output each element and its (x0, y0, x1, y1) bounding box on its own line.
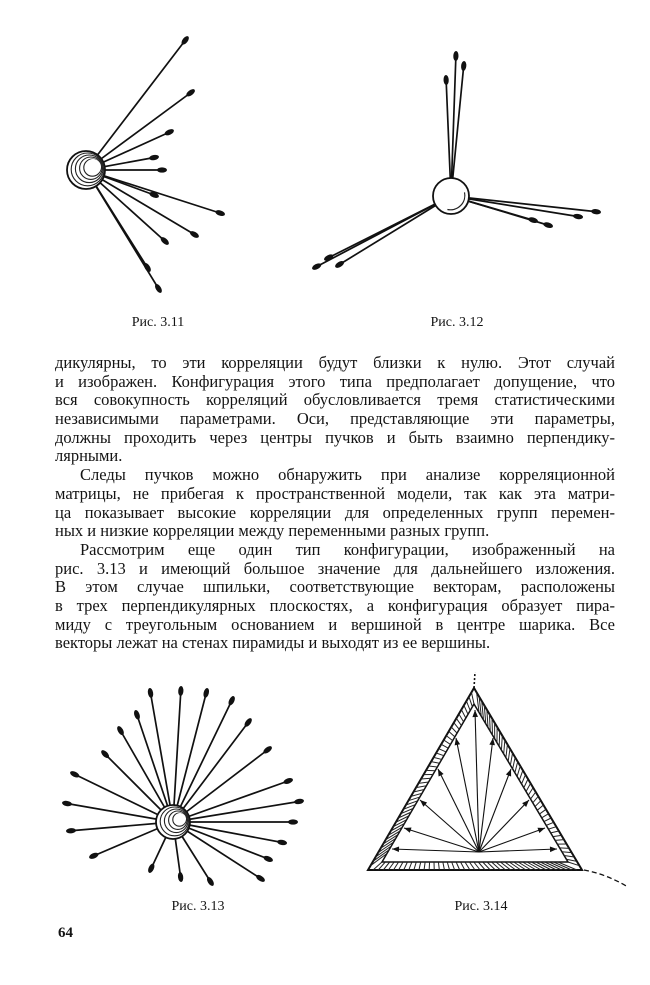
dashed-axis (474, 672, 628, 887)
figure-caption-3-13: Рис. 3.13 (171, 899, 225, 914)
rod-knob (453, 51, 459, 61)
vector-arrow (479, 828, 545, 852)
text-line: Следы пучков можно обнаружить при анализе корреляционной (80, 465, 615, 485)
vector-arrow (479, 738, 495, 852)
ball (156, 805, 190, 839)
figure-caption-3-11: Рис. 3.11 (131, 315, 185, 330)
text-line: должны проходить через центры пучков и быть взаимно перпендику- (55, 427, 615, 447)
vector-rod (86, 88, 196, 170)
vector-arrow (438, 769, 479, 852)
vector-rod (173, 798, 304, 822)
rod-knob (202, 687, 210, 698)
vector-arrow (404, 827, 479, 852)
rod-knob (177, 872, 184, 883)
rod-knob (62, 800, 73, 807)
rod-knob (164, 128, 175, 137)
rod-knob (69, 770, 80, 779)
rod-knob (277, 839, 288, 846)
text-line: ца показывает высокие корреляции для определенных групп перемен- (55, 502, 615, 522)
page-number: 64 (58, 925, 73, 941)
figure-3-14-drawing (355, 665, 635, 895)
vector-rod (86, 170, 163, 294)
text-line: вся совокупность корреляций обусловливается тремя статистическими (55, 390, 615, 410)
rod-knob (294, 798, 305, 805)
rod-knob (116, 725, 125, 736)
rod-knob (311, 262, 322, 271)
paragraph (55, 354, 615, 466)
text-line: лярными. (55, 446, 123, 466)
text-line: матрицы, не прибегая к пространственной модели, так как эта матри- (55, 483, 615, 503)
rod-knob (573, 213, 584, 220)
vector-rod (173, 819, 298, 824)
rod-knob (147, 688, 154, 699)
text-line: и изображен. Конфигурация этого типа предполагает допущение, что (55, 371, 615, 391)
paragraph (55, 541, 615, 653)
vector-rod (334, 196, 451, 269)
figure-3-11-drawing (40, 25, 245, 305)
rod-knob (283, 777, 294, 785)
rod-knob (66, 828, 76, 834)
vector-arrow (479, 800, 529, 852)
ball (67, 151, 105, 189)
text-line: ных и низкие корреляции между переменными разных групп. (55, 521, 490, 541)
figure-caption-3-12: Рис. 3.12 (430, 315, 484, 330)
figure-3-13-drawing (45, 675, 315, 895)
body-text (55, 354, 615, 653)
rod-knob (149, 154, 160, 161)
rod-knob (147, 863, 156, 874)
figure-3-12-drawing (300, 40, 610, 285)
rod-knob (215, 209, 226, 217)
rod-knob (88, 851, 99, 860)
rod-knob (461, 61, 467, 71)
text-line: векторы лежат на стенах пирамиды и выходят из ее вершины. (55, 633, 491, 653)
text-line: независимыми параметрами. Оси, представляющие эти параметры, (55, 409, 615, 429)
rod-knob (157, 167, 167, 172)
rod-knob (178, 686, 184, 696)
vector-arrow (472, 710, 479, 852)
rod-knob (528, 216, 539, 224)
rod-knob (227, 695, 236, 706)
vector-rod (173, 687, 210, 822)
figure-caption-3-14: Рис. 3.14 (454, 899, 508, 914)
rod-knob (288, 819, 298, 824)
rod-knob (263, 855, 274, 863)
text-line: В этом случае шпильки, соответствующие векторам, расположены (55, 577, 615, 597)
vector-rod (86, 35, 190, 170)
ball (433, 178, 469, 214)
text-line: Рассмотрим еще один тип конфигурации, изображенный на (80, 539, 615, 559)
text-line: дикулярны, то эти корреляции будут близки к нулю. Этот случай (55, 353, 615, 372)
rod-knob (443, 75, 449, 85)
paragraph (55, 466, 615, 541)
rod-knob (543, 221, 554, 229)
text-line: в трех перпендикулярных плоскостях, а конфигурация образует пира- (55, 595, 615, 615)
rod-knob (591, 209, 602, 215)
vector-arrow (455, 738, 479, 852)
text-line: рис. 3.13 и имеющий большое значение для дальнейшего изложения. (55, 558, 615, 578)
vector-rod (86, 170, 200, 239)
rod-knob (189, 230, 200, 240)
text-line: миду с треугольным основанием и вершиной в центре шарика. Все (55, 614, 615, 634)
rod-knob (133, 709, 141, 720)
